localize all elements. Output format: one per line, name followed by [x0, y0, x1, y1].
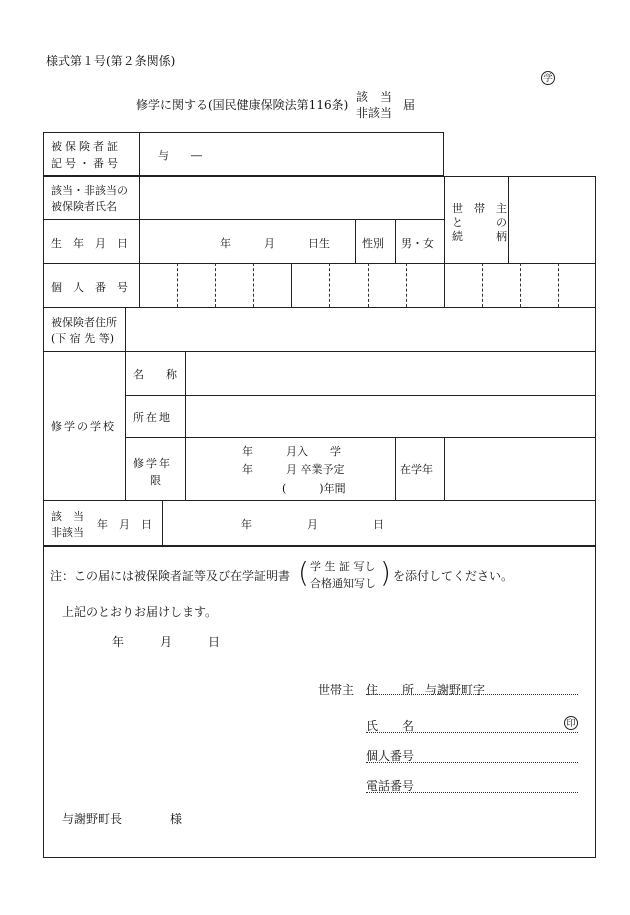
address-label-2: (下 宿 先 等) [51, 332, 115, 345]
householder-relation-1: 世 帯 主 [452, 202, 507, 215]
honorific: 様 [170, 812, 183, 826]
applicant-name-label: 氏 名 [366, 719, 415, 733]
form-title-prefix: 修学に関する(国民健康保険法第116条) [136, 98, 349, 112]
address-label-1: 被保険者住所 [51, 316, 117, 329]
school-address-label: 所在地 [133, 411, 172, 424]
sex-value[interactable]: 男・女 [401, 237, 434, 250]
applicant-address-value[interactable]: 与謝野町字 [425, 683, 486, 697]
note-suffix: を添付してください。 [393, 569, 514, 583]
form-number: 様式第１号(第２条関係) [46, 54, 176, 68]
applicant-phone-input[interactable] [425, 774, 577, 792]
school-years-label-1: 修学年 [133, 457, 172, 470]
insured-card-value[interactable]: 与 ― [158, 149, 202, 162]
applicant-phone-label: 電話番号 [366, 779, 415, 793]
target-name-label-2: 被保険者氏名 [51, 200, 117, 213]
householder-relation-3: 続 柄 [452, 230, 507, 243]
school-stamp-icon: 学 [541, 71, 555, 85]
school-address-input[interactable] [186, 396, 595, 436]
applicable-date-value[interactable]: 年 月 日 [241, 518, 384, 531]
note-option-student-id: 学 生 証 写し [310, 560, 376, 573]
school-label: 修学の学校 [51, 420, 116, 433]
declaration-text: 上記のとおりお届けします。 [62, 605, 218, 619]
personal-number-label: 個 人 番 号 [51, 281, 128, 294]
years-count-line[interactable]: ( )年間 [282, 482, 346, 495]
school-name-input[interactable] [186, 352, 595, 394]
sex-label: 性別 [362, 237, 384, 250]
form-title-suffix: 届 [403, 98, 416, 112]
insured-card-label-1: 被保険者証 [51, 140, 121, 153]
note-option-acceptance: 合格通知写し [310, 577, 376, 590]
personal-number-input[interactable] [140, 264, 595, 306]
insured-card-label-2: 記号・番号 [51, 157, 121, 170]
applicant-address-label: 住 所 [366, 683, 415, 697]
birth-date-value[interactable]: 年 月 日生 [220, 237, 330, 250]
target-name-label-1: 該当・非該当の [51, 184, 128, 197]
school-name-label: 名 称 [133, 368, 177, 381]
householder-relation-2: と の [452, 216, 507, 229]
school-year-input[interactable] [445, 438, 595, 499]
declaration-date[interactable]: 年 月 日 [112, 635, 221, 649]
form-title-not-applicable: 非該当 [356, 106, 393, 120]
applicable-label-1: 該 当 [51, 510, 84, 523]
graduation-line[interactable]: 年 月 卒業予定 [242, 463, 345, 476]
declaration-box [43, 546, 596, 858]
applicable-label-2: 非該当 [51, 526, 84, 539]
note-prefix: 注：この届には被保険者証等及び在学証明書 [50, 569, 291, 583]
seal-icon: 印 [564, 716, 578, 730]
mayor-label: 与謝野町長 [62, 812, 123, 826]
applicant-personal-number-input[interactable] [425, 744, 577, 762]
applicable-date-label: 年 月 日 [97, 518, 152, 531]
form-title-applicable: 該 当 [356, 90, 393, 104]
applicant-name-input[interactable] [425, 714, 560, 732]
school-year-label: 在学年 [400, 463, 433, 476]
enrollment-line[interactable]: 年 月入 学 [242, 445, 341, 458]
birth-date-label: 生 年 月 日 [51, 237, 128, 250]
householder-label: 世帯主 [318, 683, 355, 697]
school-years-label-2: 限 [150, 474, 161, 487]
applicant-personal-number-label: 個人番号 [366, 749, 415, 763]
address-input[interactable] [126, 308, 595, 350]
